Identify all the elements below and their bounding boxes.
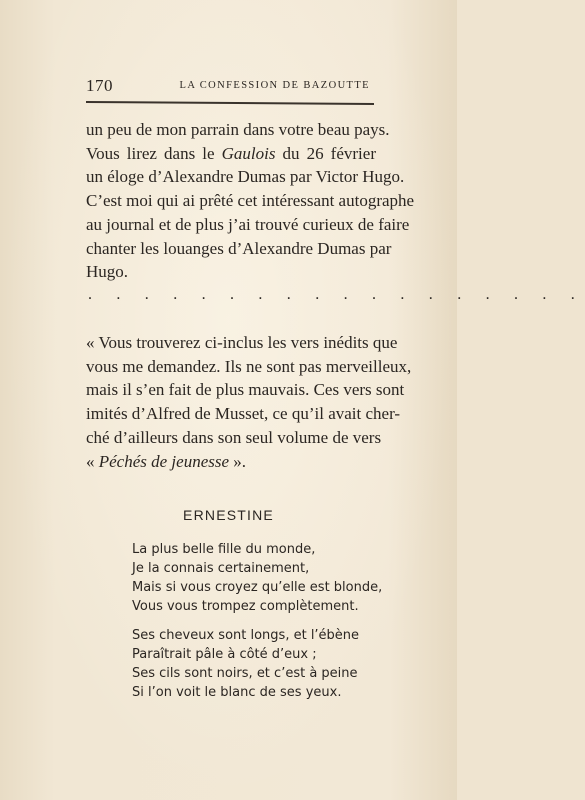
text-line: « Péchés de jeunesse ». <box>86 451 247 471</box>
book-title: Péchés de jeunesse <box>98 451 230 471</box>
verse-line: Ses cils sont noirs, et c’est à peine <box>132 666 358 681</box>
verse-line: Si l’on voit le blanc de ses yeux. <box>132 685 342 700</box>
newspaper-title: Gaulois <box>221 143 276 163</box>
text-line: mais il s’en fait de plus mauvais. Ces vers sont <box>86 380 405 400</box>
paragraph-2 <box>86 331 412 473</box>
text-line: imités d’Alfred de Musset, ce qu’il avait cher- <box>86 404 401 424</box>
text-line: au journal et de plus j’ai trouvé curieux de faire <box>86 214 410 234</box>
page-number: 170 <box>86 76 113 95</box>
text-line: un peu de mon parrain dans votre beau pays. <box>86 120 390 139</box>
poem-stanza-1 <box>132 540 382 616</box>
verse-line: Ses cheveux sont longs, et l’ébène <box>132 628 360 643</box>
paragraph-1 <box>86 118 415 284</box>
verse-line: Mais si vous croyez qu’elle est blonde, <box>132 580 383 595</box>
text-line: Vous lirez dans le Gaulois du 26 février <box>86 143 376 163</box>
text-line: « Vous trouverez ci-inclus les vers inédits que <box>86 333 398 352</box>
poem-stanza-2 <box>132 626 359 702</box>
poem-title: ERNESTINE <box>183 507 274 523</box>
text-line: Hugo. <box>86 262 129 282</box>
verse-line: Paraîtrait pâle à côté d’eux ; <box>132 647 317 662</box>
running-title: LA CONFESSION DE BAZOUTTE <box>179 80 370 91</box>
verse-line: La plus belle fille du monde, <box>132 542 316 557</box>
verse-line: Vous vous trompez complètement. <box>132 599 359 614</box>
text-line: ché d’ailleurs dans son seul volume de vers <box>86 427 382 447</box>
dotted-separator: . . . . . . . . . . . . . . . . . . <box>88 286 585 303</box>
verse-line: Je la connais certainement, <box>132 561 310 576</box>
text-line: vous me demandez. Ils ne sont pas merveilleux, <box>86 356 412 376</box>
text-line: C’est moi qui ai prêté cet intéressant autographe <box>86 191 415 211</box>
text-line: un éloge d’Alexandre Dumas par Victor Hugo. <box>86 167 405 187</box>
page-header <box>86 76 370 94</box>
text-line: chanter les louanges d’Alexandre Dumas par <box>86 238 392 258</box>
header-rule <box>86 101 374 105</box>
